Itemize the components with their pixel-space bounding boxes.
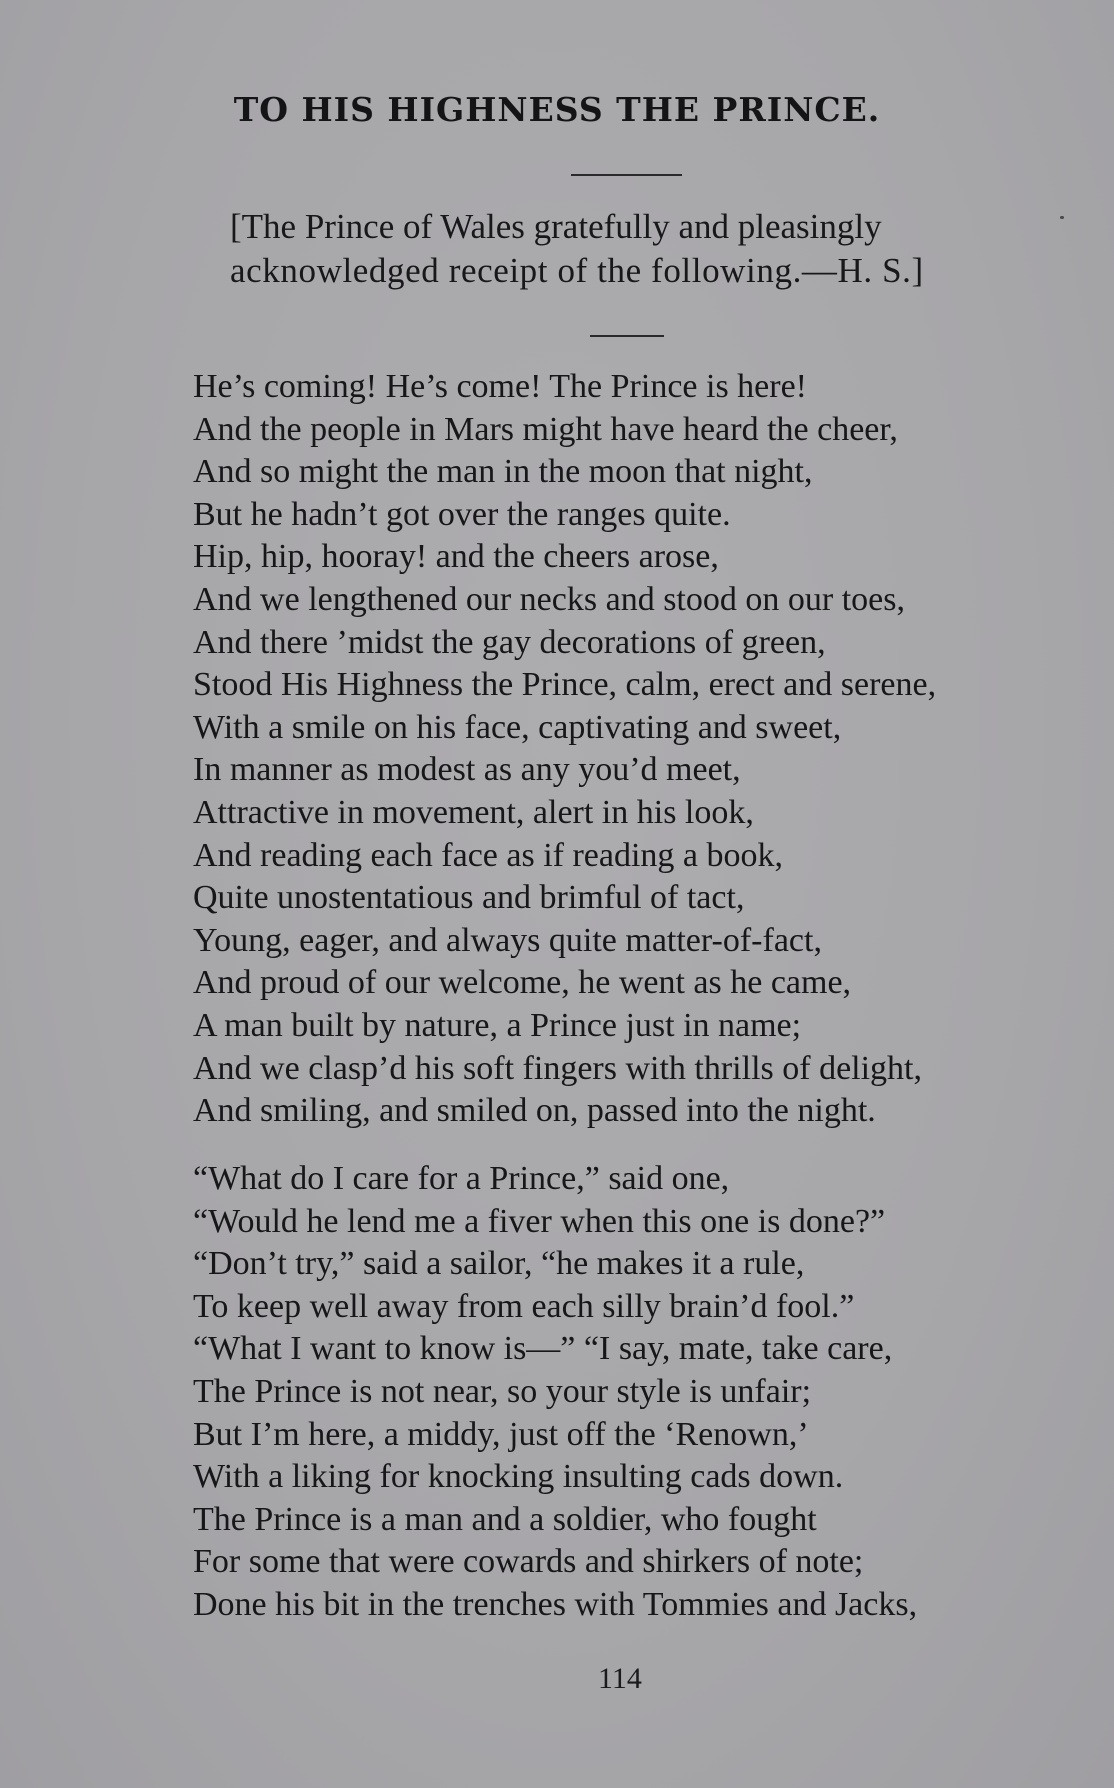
page-speck [1060,216,1064,219]
note-rule [590,335,664,337]
verse-line: He’s coming! He’s come! The Prince is here! [193,368,808,405]
verse-line: Done his bit in the trenches with Tommies and Jacks, [193,1585,918,1623]
verse-line: “What I want to know is—” “I say, mate, take care, [193,1330,893,1368]
verse-line: A man built by nature, a Prince just in name; [193,1006,802,1044]
page-number: 114 [598,1662,642,1695]
verse-line: For some that were cowards and shirkers of note; [193,1543,864,1581]
verse-line: Young, eager, and always quite matter-of-fact, [193,921,822,959]
verse-line: And the people in Mars might have heard the cheer, [193,410,898,448]
verse-line: In manner as modest as any you’d meet, [193,751,741,789]
stanza-2 [193,1158,1093,1627]
verse-line: Stood His Highness the Prince, calm, erect and serene, [193,666,937,704]
poem-title: TO HIS HIGHNESS THE PRINCE. [233,90,881,129]
verse-line: Hip, hip, hooray! and the cheers arose, [193,538,719,576]
note-line: acknowledged receipt of the following.—H. S.] [230,251,924,290]
verse-line: “Would he lend me a fiver when this one is done?” [193,1202,886,1240]
title-rule [571,174,682,176]
verse-line: And smiling, and smiled on, passed into the night. [193,1092,876,1130]
verse-line: The Prince is not near, so your style is unfair; [193,1372,812,1410]
verse-line: To keep well away from each silly brain’d fool.” [193,1287,855,1325]
verse-line: With a liking for knocking insulting cads down. [193,1458,844,1496]
verse-line: And we lengthened our necks and stood on our toes, [193,580,905,618]
verse-line: “Don’t try,” said a sailor, “he makes it a rule, [193,1245,805,1283]
stanza-1 [193,366,1093,1133]
note-line: [The Prince of Wales gratefully and pleasingly [230,207,882,246]
editorial-note [230,205,1030,293]
verse-line: Quite unostentatious and brimful of tact, [193,879,745,917]
verse-line: With a smile on his face, captivating and sweet, [193,708,842,746]
verse-line: Attractive in movement, alert in his look, [193,793,754,831]
verse-line: “What do I care for a Prince,” said one, [193,1160,730,1197]
verse-line: And so might the man in the moon that night, [193,453,813,491]
verse-line: The Prince is a man and a soldier, who fought [193,1500,817,1538]
verse-line: And proud of our welcome, he went as he came, [193,964,852,1002]
verse-line: But I’m here, a middy, just off the ‘Renown,’ [193,1415,809,1453]
verse-line: And reading each face as if reading a book, [193,836,784,874]
verse-line: And there ’midst the gay decorations of green, [193,623,826,661]
verse-line: But he hadn’t got over the ranges quite. [193,495,731,533]
verse-line: And we clasp’d his soft fingers with thrills of delight, [193,1049,923,1087]
